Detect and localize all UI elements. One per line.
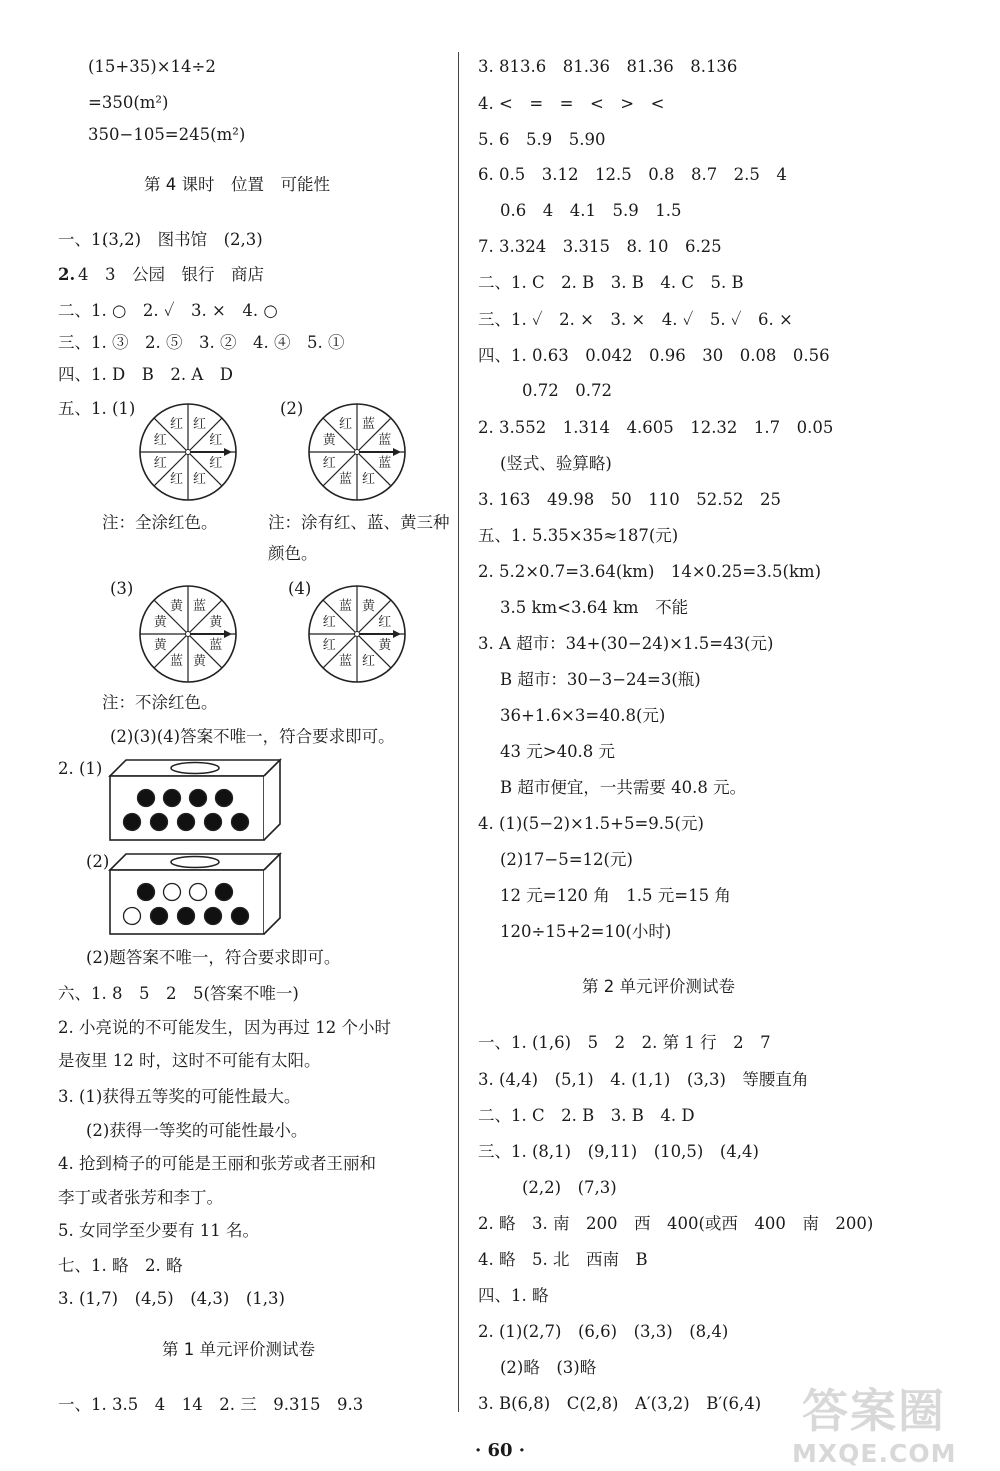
black-ball [138,884,155,901]
wheel-sector-label: 蓝 [339,654,353,670]
arrowhead-icon [393,630,401,638]
black-ball [124,814,141,831]
wheel-label: (4) [288,579,312,598]
answer-line: 五、1. (1) [58,399,136,418]
wheel-hub [186,632,191,637]
answer-line: 2. 略 3. 南 200 西 400(或西 400 南 200) [478,1214,874,1233]
answer-line: 3. B(6,8) C(2,8) A′(3,2) B′(6,4) [478,1394,762,1413]
note: (2)(3)(4)答案不唯一，符合要求即可。 [110,727,395,746]
answer-line: 4. 抢到椅子的可能是王丽和张芳或者王丽和 [58,1154,376,1173]
wheel-sector-label: 红 [192,416,206,432]
answer-line: (3,2) 图书馆 (2,3) [102,230,263,249]
answer-line: B 超市：30−3−24=3(瓶) [500,670,701,689]
wheel-sector-label: 红 [361,654,375,670]
answer-line: 12 元=120 角 1.5 元=15 角 [500,886,731,905]
answer-line: B 超市便宜，一共需要 40.8 元。 [500,778,747,797]
unit-title: 第 2 单元评价测试卷 [582,977,735,996]
watermark-text: 答案圈 [802,1384,946,1438]
answer-line: 2. 5.2×0.7=3.64(km) 14×0.25=3.5(km) [478,562,822,581]
answer-line: 五、1. 5.35×35≈187(元) [478,526,679,545]
black-ball [164,790,181,807]
wheel-sector-label: 蓝 [192,598,206,614]
answer-line: 3. 813.6 81.36 81.36 8.136 [478,57,738,76]
wheel-sector-label: 黄 [153,615,167,631]
calc-line: 350−105=245(m²) [88,125,246,144]
note: 颜色。 [268,544,318,563]
black-ball [138,790,155,807]
black-ball [232,814,249,831]
answer-line: 4. (1)(5−2)×1.5+5=9.5(元) [478,814,704,833]
wheel-sector-label: 蓝 [378,433,392,449]
wheel-sector-label: 红 [153,455,167,471]
black-ball [205,814,222,831]
wheel-sector-label: 蓝 [170,654,184,670]
answer-line: 一、1. [58,230,107,249]
wheel-sector-label: 红 [170,472,184,488]
black-ball [205,908,222,925]
black-ball [178,814,195,831]
answer-line: 43 元>40.8 元 [500,742,616,761]
white-ball [190,884,207,901]
spinner-wheel-4 [305,582,409,686]
calc-line: (15+35)×14÷2 [88,57,216,76]
answer-line: 七、1. 略 2. 略 [58,1256,183,1275]
answer-line: 3. (4,4) (5,1) 4. (1,1) (3,3) 等腰直角 [478,1070,809,1089]
answer-line: 李丁或者张芳和李丁。 [58,1188,223,1207]
wheel-sector-label: 黄 [192,654,206,670]
black-ball [216,884,233,901]
box-opening [171,857,219,868]
answer-line: 六、1. 8 5 2 5(答案不唯一) [58,984,299,1003]
wheel-sector-label: 红 [378,615,392,631]
answer-line: 四、1. 略 [478,1286,549,1305]
answer-line: 3. A 超市：34+(30−24)×1.5=43(元) [478,634,774,653]
box-label: 2. (1) [58,759,103,778]
answer-line: 5. 女同学至少要有 11 名。 [58,1221,259,1240]
section-title: 第 4 课时 位置 可能性 [144,175,330,194]
note: (2)题答案不唯一，符合要求即可。 [86,948,341,967]
wheel-sector-label: 红 [361,472,375,488]
wheel-sector-label: 红 [192,472,206,488]
arrowhead-icon [224,448,232,456]
box-opening [171,763,219,774]
note: 注：全涂红色。 [102,513,218,532]
answer-line: 0.72 0.72 [522,381,612,400]
black-ball [232,908,249,925]
black-ball [178,908,195,925]
wheel-sector-label: 蓝 [339,598,353,614]
wheel-sector-label: 红 [170,416,184,432]
wheel-label: (2) [280,399,304,418]
wheel-sector-label: 红 [339,416,353,432]
ball-box-1 [108,758,282,842]
wheel-sector-label: 红 [322,637,336,653]
answer-line: 120÷15+2=10(小时) [500,922,672,941]
column-divider [458,52,459,1412]
wheel-sector-label: 蓝 [361,416,375,432]
page-number: · 60 · [474,1440,526,1461]
answer-line: 3. (1)获得五等奖的可能性最大。 [58,1087,301,1106]
arrowhead-icon [393,448,401,456]
wheel-sector-label: 黄 [209,615,223,631]
calc-line: =350(m²) [88,93,169,112]
answer-line: 二、1. C 2. B 3. B 4. D [478,1106,695,1125]
ball-box-2 [108,852,282,936]
wheel-sector-label: 红 [153,433,167,449]
answer-line: 2. (1)(2,7) (6,6) (3,3) (8,4) [478,1322,729,1341]
wheel-sector-label: 黄 [153,637,167,653]
wheel-sector-label: 红 [209,455,223,471]
spinner-wheel-1 [136,400,240,504]
answer-line: (2)略 (3)略 [500,1358,597,1377]
answer-line: 四、1. 0.63 0.042 0.96 30 0.08 0.56 [478,346,830,365]
answer-line: (2,2) (7,3) [522,1178,617,1197]
black-ball [190,790,207,807]
answer-line: 二、1. ○ 2. ✓ 3. × 4. ○ [58,301,278,320]
answer-line: 一、1. (1,6) 5 2 2. 第 1 行 2 7 [478,1033,771,1052]
wheel-sector-label: 黄 [378,637,392,653]
answer-line: 四、1. D B 2. A D [58,365,233,384]
wheel-sector-label: 蓝 [209,637,223,653]
answer-line: 3.5 km<3.64 km 不能 [500,598,689,617]
black-ball [151,814,168,831]
answer-line: 4. < = = < > < [478,94,665,113]
answer-line: 2. 3.552 1.314 4.605 12.32 1.7 0.05 [478,418,834,437]
arrowhead-icon [224,630,232,638]
answer-line: 二、1. C 2. B 3. B 4. C 5. B [478,273,744,292]
wheel-sector-label: 红 [209,433,223,449]
wheel-label: (3) [110,579,134,598]
spinner-wheel-3 [136,582,240,686]
answer-line: 是夜里 12 时，这时不可能有太阳。 [58,1051,321,1070]
wheel-sector-label: 红 [322,455,336,471]
white-ball [124,908,141,925]
answer-line: 4. 略 5. 北 西南 B [478,1250,648,1269]
answer-line: 一、1. 3.5 4 14 2. 三 9.315 9.3 [58,1395,364,1414]
wheel-hub [355,450,360,455]
spinner-wheel-2 [305,400,409,504]
wheel-hub [186,450,191,455]
note: 注：涂有红、蓝、黄三种 [268,513,450,532]
answer-line: 3. 163 49.98 50 110 52.52 25 [478,490,781,509]
answer-line: 三、1. ✓ 2. × 3. × 4. ✓ 5. ✓ 6. × [478,310,793,329]
answer-line: (2)17−5=12(元) [500,850,633,869]
box-label: (2) [86,852,110,871]
answer-line: 5. 6 5.9 5.90 [478,130,606,149]
answer-line: 4 3 公园 银行 商店 [78,265,264,284]
answer-line: 2. [58,265,76,284]
answer-line: (2)获得一等奖的可能性最小。 [86,1121,308,1140]
wheel-sector-label: 蓝 [339,472,353,488]
answer-line: 0.6 4 4.1 5.9 1.5 [500,201,682,220]
black-ball [216,790,233,807]
answer-line: 7. 3.324 3.315 8. 10 6.25 [478,237,722,256]
wheel-sector-label: 黄 [170,598,184,614]
answer-line: (竖式、验算略) [500,454,612,473]
answer-line: 3. (1,7) (4,5) (4,3) (1,3) [58,1289,285,1308]
black-ball [151,908,168,925]
white-ball [164,884,181,901]
answer-line: 6. 0.5 3.12 12.5 0.8 8.7 2.5 4 [478,165,787,184]
answer-line: 三、1. ③ 2. ⑤ 3. ② 4. ④ 5. ① [58,333,345,352]
unit-title: 第 1 单元评价测试卷 [162,1340,315,1359]
answer-line: 36+1.6×3=40.8(元) [500,706,666,725]
answer-line: 2. 小亮说的不可能发生，因为再过 12 个小时 [58,1018,391,1037]
wheel-sector-label: 黄 [322,433,336,449]
answer-line: 三、1. (8,1) (9,11) (10,5) (4,4) [478,1142,759,1161]
note: 注：不涂红色。 [102,693,218,712]
watermark-url: MXQE.COM [792,1439,957,1468]
wheel-sector-label: 蓝 [378,455,392,471]
wheel-hub [355,632,360,637]
wheel-sector-label: 红 [322,615,336,631]
wheel-sector-label: 黄 [361,598,375,614]
